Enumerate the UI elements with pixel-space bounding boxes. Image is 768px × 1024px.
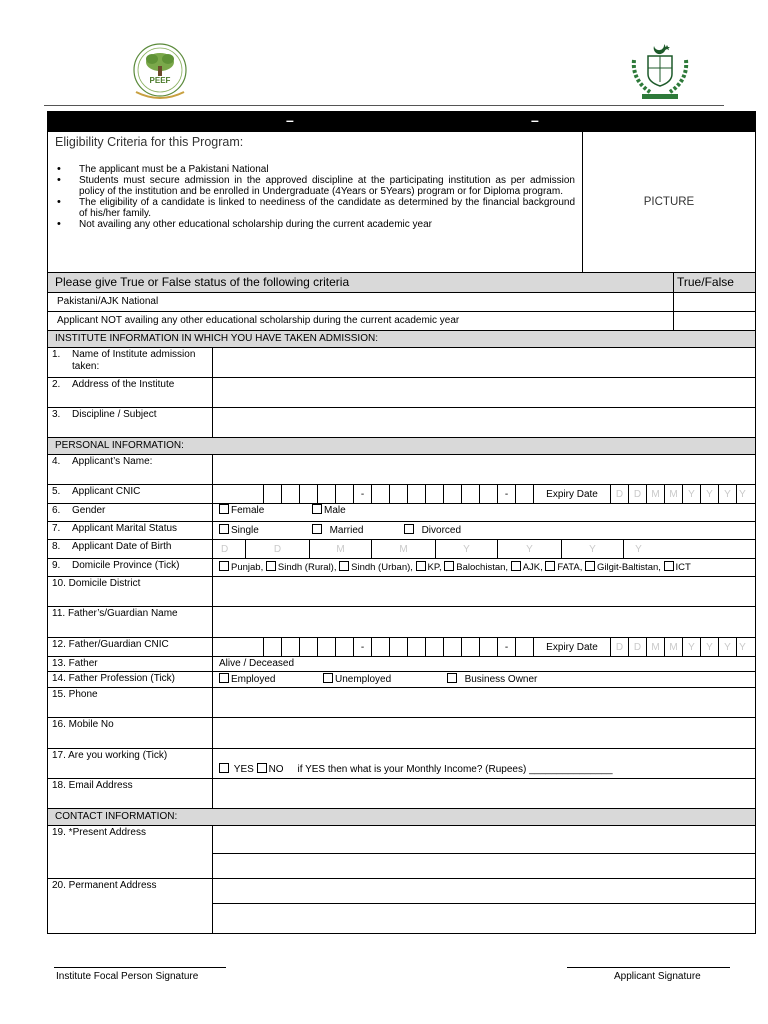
field-number: 2. [52, 379, 61, 390]
checkbox[interactable] [219, 524, 229, 534]
employed-option[interactable]: Employed [219, 673, 275, 685]
divorced-option[interactable]: Divorced [404, 524, 461, 536]
field-number: 9. [52, 560, 61, 571]
field-label: Applicant’s Name: [72, 456, 153, 467]
province-punjab[interactable]: Punjab, [219, 562, 263, 573]
form-row [48, 688, 755, 718]
applicant-signature-label: Applicant Signature [614, 971, 701, 982]
criteria-header-label: Please give True or False status of the following criteria [48, 273, 674, 292]
checkbox[interactable] [404, 524, 414, 534]
eligibility-list [55, 164, 575, 230]
form-row [48, 657, 755, 672]
form-row [48, 559, 755, 577]
picture-box[interactable]: PICTURE [643, 196, 695, 208]
field-label: 14. Father Profession (Tick) [48, 672, 213, 687]
field-number: 7. [52, 523, 61, 534]
cnic-dash: - [353, 485, 371, 503]
criteria-label: Applicant NOT availing any other educational scholarship during the current academic year [48, 312, 674, 330]
monthly-income-field[interactable]: if YES then what is your Monthly Income? (Rupees) _______________ [297, 764, 613, 775]
no-option[interactable]: NO [257, 764, 284, 775]
form-row [48, 348, 755, 378]
guardian-cnic-field[interactable]: - - Expiry Date D D M M Y Y Y Y [213, 638, 755, 656]
form-row [48, 408, 755, 438]
field-label: Name of Institute admission taken: [72, 349, 196, 372]
field-label: Discipline / Subject [72, 409, 157, 420]
table-row [48, 312, 755, 331]
true-false-header: True/False [677, 275, 734, 289]
domicile-district-field[interactable] [213, 577, 755, 606]
province-ict[interactable]: ICT [664, 562, 691, 573]
criteria-header [48, 273, 755, 293]
field-number: 6. [52, 505, 61, 516]
checkbox[interactable] [219, 504, 229, 514]
province-balochistan[interactable]: Balochistan, [444, 562, 508, 573]
field-label: 10. Domicile District [48, 577, 213, 606]
field-label: 17. Are you working (Tick) [48, 749, 213, 778]
form-row [48, 607, 755, 638]
section-header-personal: PERSONAL INFORMATION: [48, 438, 755, 455]
field-label: 11. Father’s/Guardian Name [48, 607, 213, 637]
form-row [48, 504, 755, 522]
expiry-date-label: Expiry Date [533, 638, 610, 656]
checkbox[interactable] [585, 561, 595, 571]
female-option[interactable]: Female [219, 504, 264, 516]
title-bar-dash: – [531, 112, 539, 128]
checkbox[interactable] [257, 763, 267, 773]
form-row [48, 826, 755, 879]
form-row [48, 522, 755, 540]
field-label: Domicile Province (Tick) [72, 560, 180, 571]
application-form [47, 132, 756, 934]
field-label: Gender [72, 505, 106, 516]
field-label: 15. Phone [48, 688, 213, 717]
phone-field[interactable] [213, 688, 755, 717]
field-number: 8. [52, 541, 61, 552]
field-label: 16. Mobile No [48, 718, 213, 748]
checkbox[interactable] [664, 561, 674, 571]
signature-line [567, 967, 730, 968]
field-label: Address of the Institute [72, 379, 175, 390]
checkbox[interactable] [444, 561, 454, 571]
checkbox[interactable] [219, 763, 229, 773]
eligibility-title: Eligibility Criteria for this Program: [55, 135, 244, 149]
list-item: • The applicant must be a Pakistani National [55, 164, 575, 175]
form-row [48, 779, 755, 809]
field-label: 20. Permanent Address [48, 879, 213, 933]
province-sindh-rural[interactable]: Sindh (Rural), [266, 562, 337, 573]
checkbox[interactable] [545, 561, 555, 571]
form-row [48, 672, 755, 688]
checkbox[interactable] [416, 561, 426, 571]
present-address-field[interactable] [213, 826, 755, 878]
table-row [48, 293, 755, 312]
married-option[interactable]: Married [312, 524, 363, 536]
checkbox[interactable] [323, 673, 333, 683]
checkbox[interactable] [266, 561, 276, 571]
email-field[interactable] [213, 779, 755, 808]
single-option[interactable]: Single [219, 524, 259, 536]
applicant-name-field[interactable] [213, 455, 755, 484]
date-of-birth-field[interactable]: D D M M Y Y Y Y [213, 540, 755, 558]
checkbox[interactable] [447, 673, 457, 683]
institute-name-field[interactable] [213, 348, 755, 377]
government-emblem [628, 40, 692, 102]
field-label: 13. Father [48, 657, 213, 671]
focal-person-signature-label: Institute Focal Person Signature [56, 971, 199, 982]
expiry-date-label: Expiry Date [533, 485, 610, 503]
list-item: • The eligibility of a candidate is linked to neediness of the candidate as determined by the financial background of his/her family. [55, 197, 575, 219]
peef-logo [128, 42, 192, 102]
checkbox[interactable] [312, 504, 322, 514]
field-label: 18. Email Address [48, 779, 213, 808]
signature-line [54, 967, 226, 968]
eligibility-section [48, 132, 755, 273]
field-label: 19. *Present Address [48, 826, 213, 878]
checkbox[interactable] [339, 561, 349, 571]
yes-option[interactable]: YES [219, 764, 254, 775]
section-header-institute: INSTITUTE INFORMATION IN WHICH YOU HAVE TAKEN ADMISSION: [48, 331, 755, 348]
form-row [48, 485, 755, 504]
header-rule [44, 105, 724, 106]
business-owner-option[interactable]: Business Owner [447, 673, 537, 685]
province-sindh-urban[interactable]: Sindh (Urban), [339, 562, 413, 573]
field-number: 4. [52, 456, 61, 467]
province-fata[interactable]: FATA, [545, 562, 582, 573]
checkbox[interactable] [219, 561, 229, 571]
field-number: 1. [52, 349, 61, 360]
form-row [48, 879, 755, 933]
unemployed-option[interactable]: Unemployed [323, 673, 391, 685]
list-item: • Not availing any other educational scholarship during the current academic year [55, 219, 575, 230]
male-option[interactable]: Male [312, 504, 346, 516]
true-false-input[interactable] [674, 293, 755, 311]
discipline-field[interactable] [213, 408, 755, 437]
province-ajk[interactable]: AJK, [511, 562, 543, 573]
peef-logo-text: PEEF [149, 76, 171, 85]
criteria-label: Pakistani/AJK National [48, 293, 674, 311]
checkbox[interactable] [511, 561, 521, 571]
mobile-field[interactable] [213, 718, 755, 748]
form-row [48, 455, 755, 485]
field-label: Applicant Date of Birth [72, 541, 172, 552]
applicant-cnic-field[interactable]: - - Expiry Date D D M M Y Y Y Y [213, 485, 755, 503]
title-bar-dash: – [286, 112, 294, 128]
section-header-contact: CONTACT INFORMATION: [48, 809, 755, 826]
guardian-name-field[interactable] [213, 607, 755, 637]
true-false-input[interactable] [674, 312, 755, 330]
cnic-dash: - [497, 485, 515, 503]
field-label: Applicant Marital Status [72, 523, 178, 534]
alive-deceased[interactable]: Alive / Deceased [219, 658, 295, 669]
field-number: 5. [52, 486, 61, 497]
form-row [48, 718, 755, 749]
province-kp[interactable]: KP, [416, 562, 442, 573]
institute-address-field[interactable] [213, 378, 755, 407]
province-gilgit[interactable]: Gilgit-Baltistan, [585, 562, 661, 573]
field-number: 3. [52, 409, 61, 420]
form-row [48, 749, 755, 779]
form-row [48, 540, 755, 559]
form-row [48, 378, 755, 408]
cnic-dash: - [353, 638, 371, 656]
form-row [48, 638, 755, 657]
list-item: • Students must secure admission in the approved discipline at the participating institution as per admission policy of the institution and be enrolled in Undergraduate (4Years or 5Years) program or for Diploma program. [55, 175, 575, 197]
cnic-dash: - [497, 638, 515, 656]
field-label: 12. Father/Guardian CNIC [48, 638, 213, 656]
checkbox[interactable] [219, 673, 229, 683]
checkbox[interactable] [312, 524, 322, 534]
field-label: Applicant CNIC [72, 486, 141, 497]
title-bar [47, 111, 756, 132]
form-row [48, 577, 755, 607]
permanent-address-field[interactable] [213, 879, 755, 933]
